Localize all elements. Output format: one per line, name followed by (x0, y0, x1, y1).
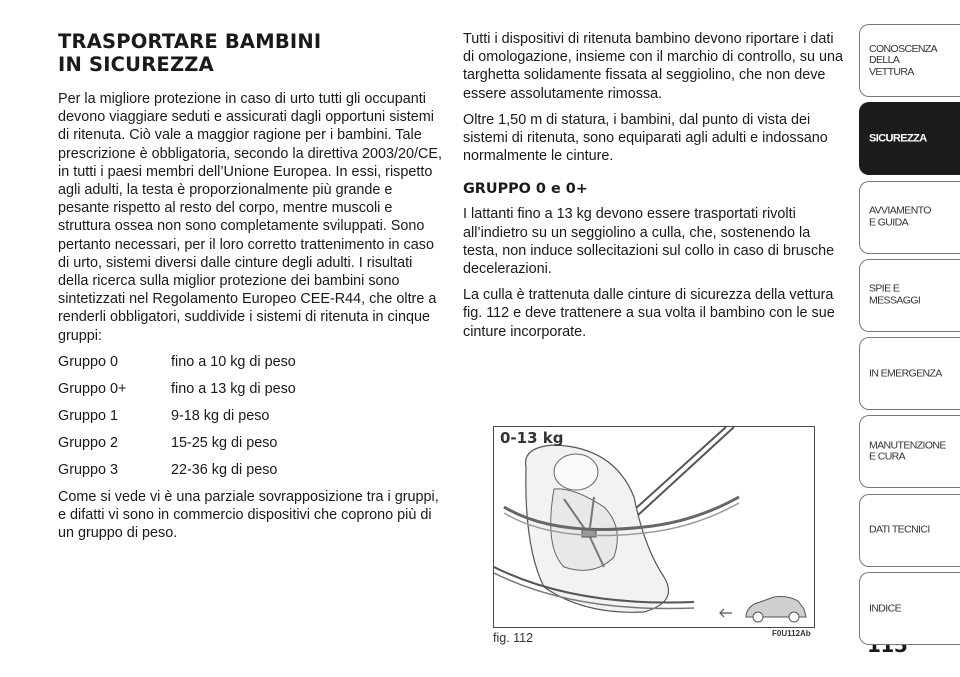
direction-arrow-icon (720, 609, 732, 617)
tab-label: SICUREZZA (869, 132, 927, 145)
right-column (463, 30, 847, 349)
group-row (58, 434, 442, 452)
car-icon (746, 597, 806, 623)
group-weight: fino a 10 kg di peso (171, 353, 296, 370)
groups-list (58, 353, 442, 479)
group-weight: 9-18 kg di peso (171, 407, 270, 424)
figure-code: F0U112Ab (772, 629, 811, 638)
group-row (58, 380, 442, 398)
tab-label: DATI TECNICI (869, 523, 930, 536)
tab-indice[interactable] (859, 572, 960, 645)
tab-label: MANUTENZIONE E CURA (869, 439, 946, 463)
infant-seat-illustration (494, 427, 814, 627)
group-name: Gruppo 2 (58, 434, 119, 451)
figure-112 (493, 426, 815, 628)
left-column (58, 30, 442, 550)
chapter-tabs (859, 24, 960, 650)
infant-paragraph: I lattanti fino a 13 kg devono essere trasportati rivolti all’indietro su un seggiolino a culla, che, sostenendo la testa, non induce sollecitazioni sul collo in caso di brusche decelerazioni. (463, 206, 835, 278)
tab-label: IN EMERGENZA (869, 366, 942, 379)
group-weight: 22-36 kg di peso (171, 461, 278, 478)
figure-caption: fig. 112 (493, 631, 534, 645)
closing-paragraph: Come si vede vi è una parziale sovrapposizione tra i gruppi, e difatti vi sono in commercio dispositivi che coprono più di un gruppo di peso. (58, 488, 439, 542)
group-weight: 15-25 kg di peso (171, 434, 278, 451)
tab-label: SPIE E MESSAGGI (869, 282, 921, 307)
tab-dati-tecnici[interactable] (859, 494, 960, 567)
tab-emergenza[interactable] (859, 337, 960, 410)
tab-sicurezza[interactable] (859, 102, 960, 175)
group-name: Gruppo 1 (58, 407, 119, 424)
homologation-paragraph: Tutti i dispositivi di ritenuta bambino devono riportare i dati di omologazione, insieme con il marchio di controllo, su una targhetta solidamente fissata al seggiolino, che non deve essere assolutamente rimossa. (463, 31, 843, 102)
group-row (58, 461, 442, 479)
tab-label: AVVIAMENTO E GUIDA (869, 204, 931, 229)
tab-manutenzione[interactable] (859, 415, 960, 488)
figure-weight-label: 0-13 kg (500, 429, 564, 447)
group-name: Gruppo 0+ (58, 380, 127, 397)
tab-avviamento[interactable] (859, 181, 960, 254)
section-title (58, 30, 442, 76)
group-row (58, 353, 442, 371)
group-row (58, 407, 442, 425)
section-title-line-1: TRASPORTARE BAMBINI (58, 30, 322, 53)
height-paragraph: Oltre 1,50 m di statura, i bambini, dal punto di vista dei sistemi di ritenuta, sono equiparati agli adulti e indossano normalmente le cinture. (463, 111, 828, 165)
section-title-line-2: IN SICUREZZA (58, 53, 214, 76)
tab-conoscenza[interactable] (859, 24, 960, 97)
intro-paragraph: Per la migliore protezione in caso di urto tutti gli occupanti devono viaggiare seduti e assicurati dagli opportuni sistemi di ritenuta. Ciò vale a maggior ragione per i bambini. Tale prescrizione è obbligatoria, secondo la direttiva 2003/20/CE, in tutti i paesi membri dell’Unione Europea. In essi, rispetto agli adulti, la testa è proporzionalmente più grande e pesante rispetto al resto del corpo, mentre muscoli e struttura ossea non sono completamente sviluppati. Sono pertanto necessari, per il loro corretto trattenimento in caso di urto, sistemi diversi dalle cinture degli adulti. I risultati della ricerca sulla miglior protezione dei bambini sono sintetizzati nel Regolamento Europeo CEE-R44, che oltre a renderli obbligatori, suddivide i sistemi di ritenuta in cinque gruppi: (58, 91, 442, 344)
tab-spie[interactable] (859, 259, 960, 332)
cradle-paragraph: La culla è trattenuta dalle cinture di sicurezza della vettura fig. 112 e deve trattenere a sua volta il bambino con le sue cinture incorporate. (463, 287, 835, 340)
group-weight: fino a 13 kg di peso (171, 380, 296, 397)
tab-label: INDICE (869, 601, 901, 614)
group-name: Gruppo 3 (58, 461, 119, 478)
group-name: Gruppo 0 (58, 353, 119, 370)
tab-label: CONOSCENZA DELLA VETTURA (869, 42, 938, 78)
group-0-heading: GRUPPO 0 e 0+ (463, 181, 588, 198)
